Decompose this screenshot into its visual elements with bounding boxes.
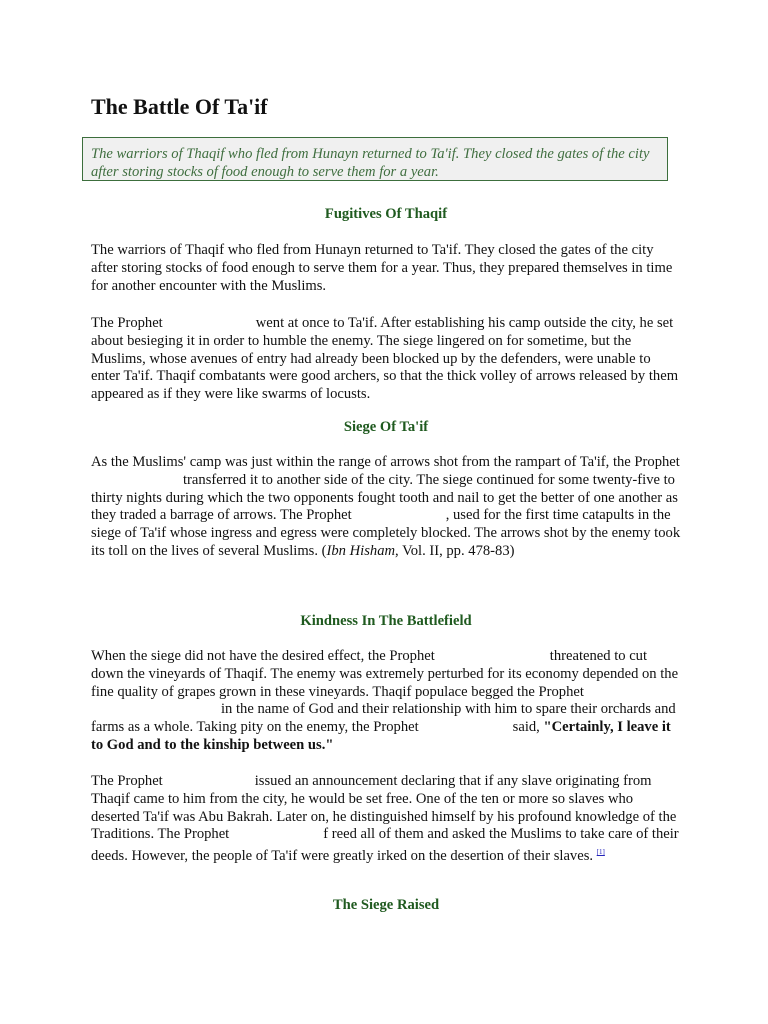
paragraph: When the siege did not have the desired effect, the Prophet threatened to cut down the vineyards of Thaqif. The enemy was extremely perturbed for its economy depended on the fine quality of grapes grown in these vineyards. Thaqif populace begged the Prophetin the name of God and their relationship with him to spare their orchards and farms as a whole. Taking pity on the enemy, the Prophet said, "Certainly, I leave it to God and to the kinship between us." [91,648,679,753]
paragraph: The Prophet issued an announcement declaring that if any slave originating from Thaqif came to him from the city, he would be set free. One of the ten or more so slaves who deserted Ta'if was Abu Bakrah. Later on, he distinguished himself by his profound knowledge of the Traditions. The Prophet f reed all of them and asked the Muslims to take care of their deeds. However, the people of Ta'if were greatly irked on the desertion of their slaves. [1] [91,773,679,865]
paragraph: As the Muslims' camp was just within the range of arrows shot from the rampart of Ta'if, the Prophettransferred it to another side of the city. The siege continued for some twenty-five to thirty nights during which the two opponents fought tooth and nail to get the better of one another as they traded a barrage of arrows. The Prophet , used for the first time catapults in the siege of Ta'if whose ingress and egress were completely blocked. The arrows shot by the enemy took its toll on the lives of several Muslims. (Ibn Hisham, Vol. II, pp. 478-83) [91,454,681,559]
summary-box: The warriors of Thaqif who fled from Hunayn returned to Ta'if. They closed the gates of the city after storing stocks of food enough to serve them for a year. [82,137,668,181]
page-title: The Battle Of Ta'if [91,94,268,119]
paragraph: The Prophet went at once to Ta'if. After establishing his camp outside the city, he set about besieging it in order to humble the enemy. The siege lingered on for sometime, but the Muslims, whose avenues of entry had already been blocked up by the defenders, were unable to enter Ta'if. Thaqif combatants were good archers, so that the thick volley of arrows released by them appeared as if they were like swarms of locusts. [91,315,679,403]
section-heading-siege: Siege Of Ta'if [343,419,429,435]
section-heading-siege-raised: The Siege Raised [332,897,440,913]
section-heading-fugitives: Fugitives Of Thaqif [324,206,448,222]
footnote-link[interactable]: [1] [596,848,605,857]
prophet-quote: "Certainly, I leave it to God and to the kinship between us." [91,719,671,753]
source-citation: Ibn Hisham [326,542,396,559]
section-heading-kindness: Kindness In The Battlefield [300,613,472,629]
paragraph: The warriors of Thaqif who fled from Hunayn returned to Ta'if. They closed the gates of the city after storing stocks of food enough to serve them for a year. Thus, they prepared themselves in time for another encounter with the Muslims. [91,242,673,294]
